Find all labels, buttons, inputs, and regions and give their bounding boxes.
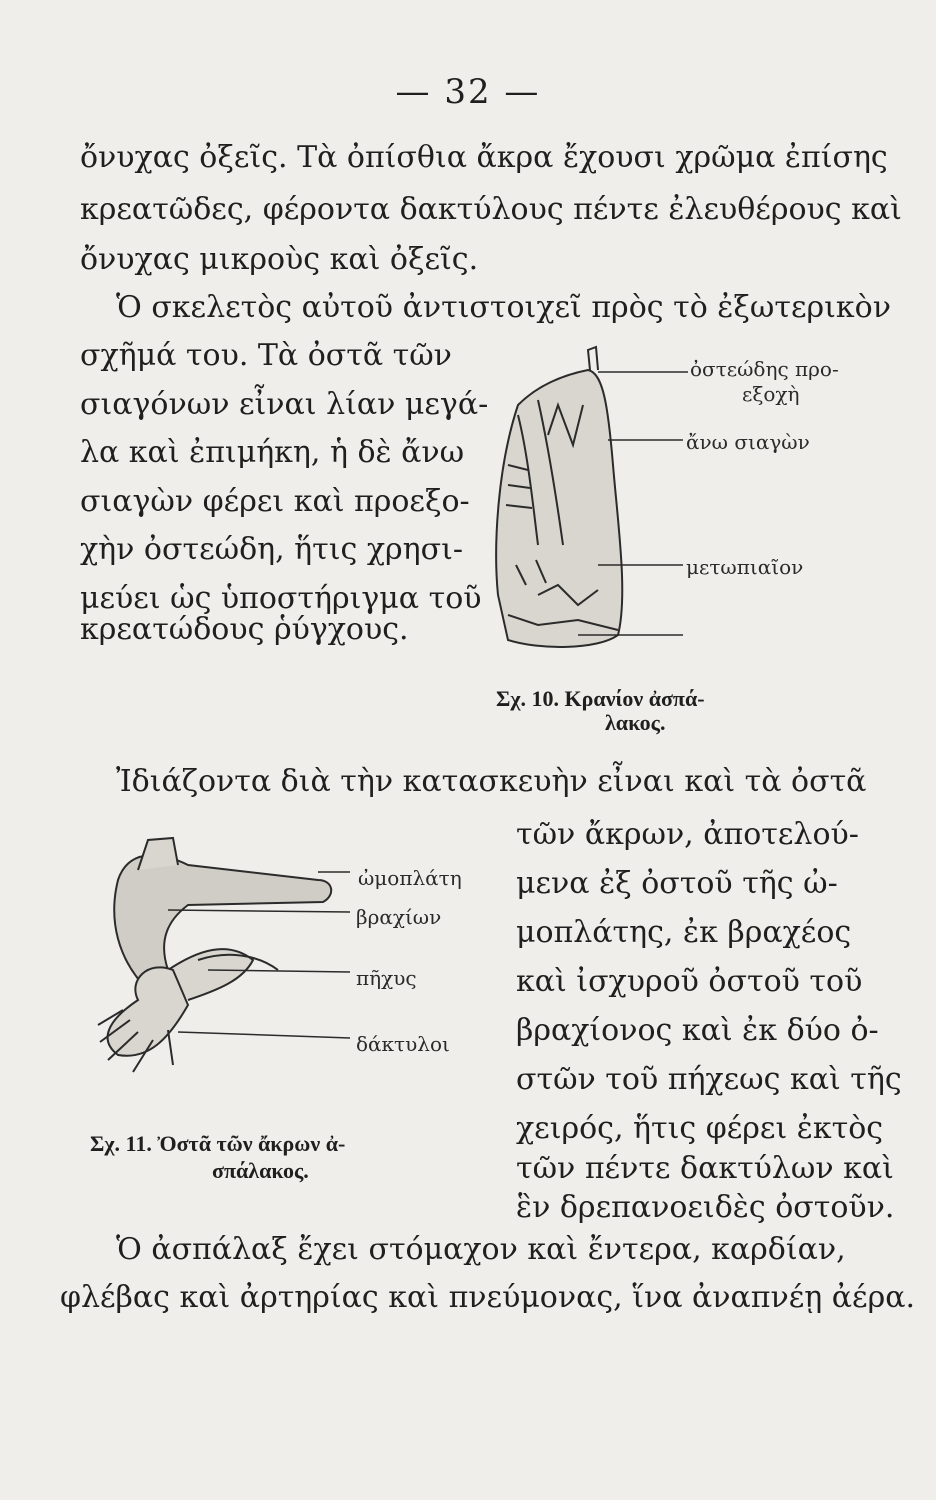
- text-line: Ὁ σκελετὸς αὐτοῦ ἀντιστοιχεῖ πρὸς τὸ ἐξωτερικὸν: [116, 290, 891, 325]
- text-line: σχῆμά του. Τὰ ὀστᾶ τῶν: [80, 338, 452, 373]
- text-line: Ἰδιάζοντα διὰ τὴν κατασκευὴν εἶναι καὶ τὰ ὀστᾶ: [116, 764, 867, 799]
- figure-label: ὠμοπλάτη: [358, 866, 462, 890]
- figure-caption: λακος.: [605, 710, 666, 735]
- figure-label: μετωπιαῖον: [686, 555, 804, 579]
- text-line: χειρός, ἥτις φέρει ἐκτὸς: [516, 1111, 884, 1146]
- text-line: στῶν τοῦ πήχεως καὶ τῆς: [516, 1062, 902, 1097]
- text-line: ἓν δρεπανοειδὲς ὀστοῦν.: [516, 1190, 895, 1225]
- mole-limb-illustration: [78, 810, 358, 1080]
- text-line: κρεατώδους ῥύγχους.: [80, 612, 409, 647]
- figure-label: ἄνω σιαγὼν: [686, 430, 810, 454]
- figure-label: βραχίων: [356, 905, 442, 929]
- figure-caption: Σχ. 11. Ὀστᾶ τῶν ἄκρων ἀ-: [90, 1131, 346, 1156]
- text-line: ὄνυχας μικροὺς καὶ ὀξεῖς.: [80, 242, 479, 277]
- text-line: βραχίονος καὶ ἐκ δύο ὀ-: [516, 1013, 879, 1048]
- text-line: ὄνυχας ὀξεῖς. Τὰ ὀπίσθια ἄκρα ἔχουσι χρῶμα ἐπίσης: [80, 140, 888, 175]
- text-line: καὶ ἰσχυροῦ ὀστοῦ τοῦ: [516, 964, 863, 999]
- figure-label: πῆχυς: [356, 966, 417, 990]
- mole-skull-illustration: [478, 345, 918, 675]
- text-line: μεύει ὡς ὑποστήριγμα τοῦ: [80, 581, 482, 616]
- figure-caption: σπάλακος.: [212, 1158, 309, 1183]
- figure-label: ὀστεώδης προ-: [690, 357, 839, 381]
- text-line: φλέβας καὶ ἀρτηρίας καὶ πνεύμονας, ἵνα ἀναπνέῃ ἀέρα.: [60, 1280, 916, 1315]
- text-line: μοπλάτης, ἐκ βραχέος: [516, 915, 852, 950]
- text-line: Ὁ ἀσπάλαξ ἔχει στόμαχον καὶ ἔντερα, καρδίαν,: [116, 1232, 846, 1267]
- text-line: κρεατῶδες, φέροντα δακτύλους πέντε ἐλευθέρους καὶ: [80, 192, 902, 227]
- text-line: λα καὶ ἐπιμήκη, ἡ δὲ ἄνω: [80, 435, 465, 470]
- figure-label: δάκτυλοι: [356, 1032, 450, 1056]
- text-line: τῶν πέντε δακτύλων καὶ: [516, 1151, 894, 1186]
- text-line: σιαγὼν φέρει καὶ προεξο-: [80, 484, 470, 519]
- text-line: χὴν ὀστεώδη, ἥτις χρησι-: [80, 532, 464, 567]
- text-line: μενα ἐξ ὀστοῦ τῆς ὠ-: [516, 866, 838, 901]
- figure-label: εξοχὴ: [742, 382, 800, 406]
- text-line: σιαγόνων εἶναι λίαν μεγά-: [80, 387, 489, 422]
- page-number: — 32 —: [395, 72, 541, 112]
- text-line: τῶν ἄκρων, ἀποτελού-: [516, 817, 859, 852]
- figure-caption: Σχ. 10. Κρανίον ἀσπά-: [496, 686, 705, 711]
